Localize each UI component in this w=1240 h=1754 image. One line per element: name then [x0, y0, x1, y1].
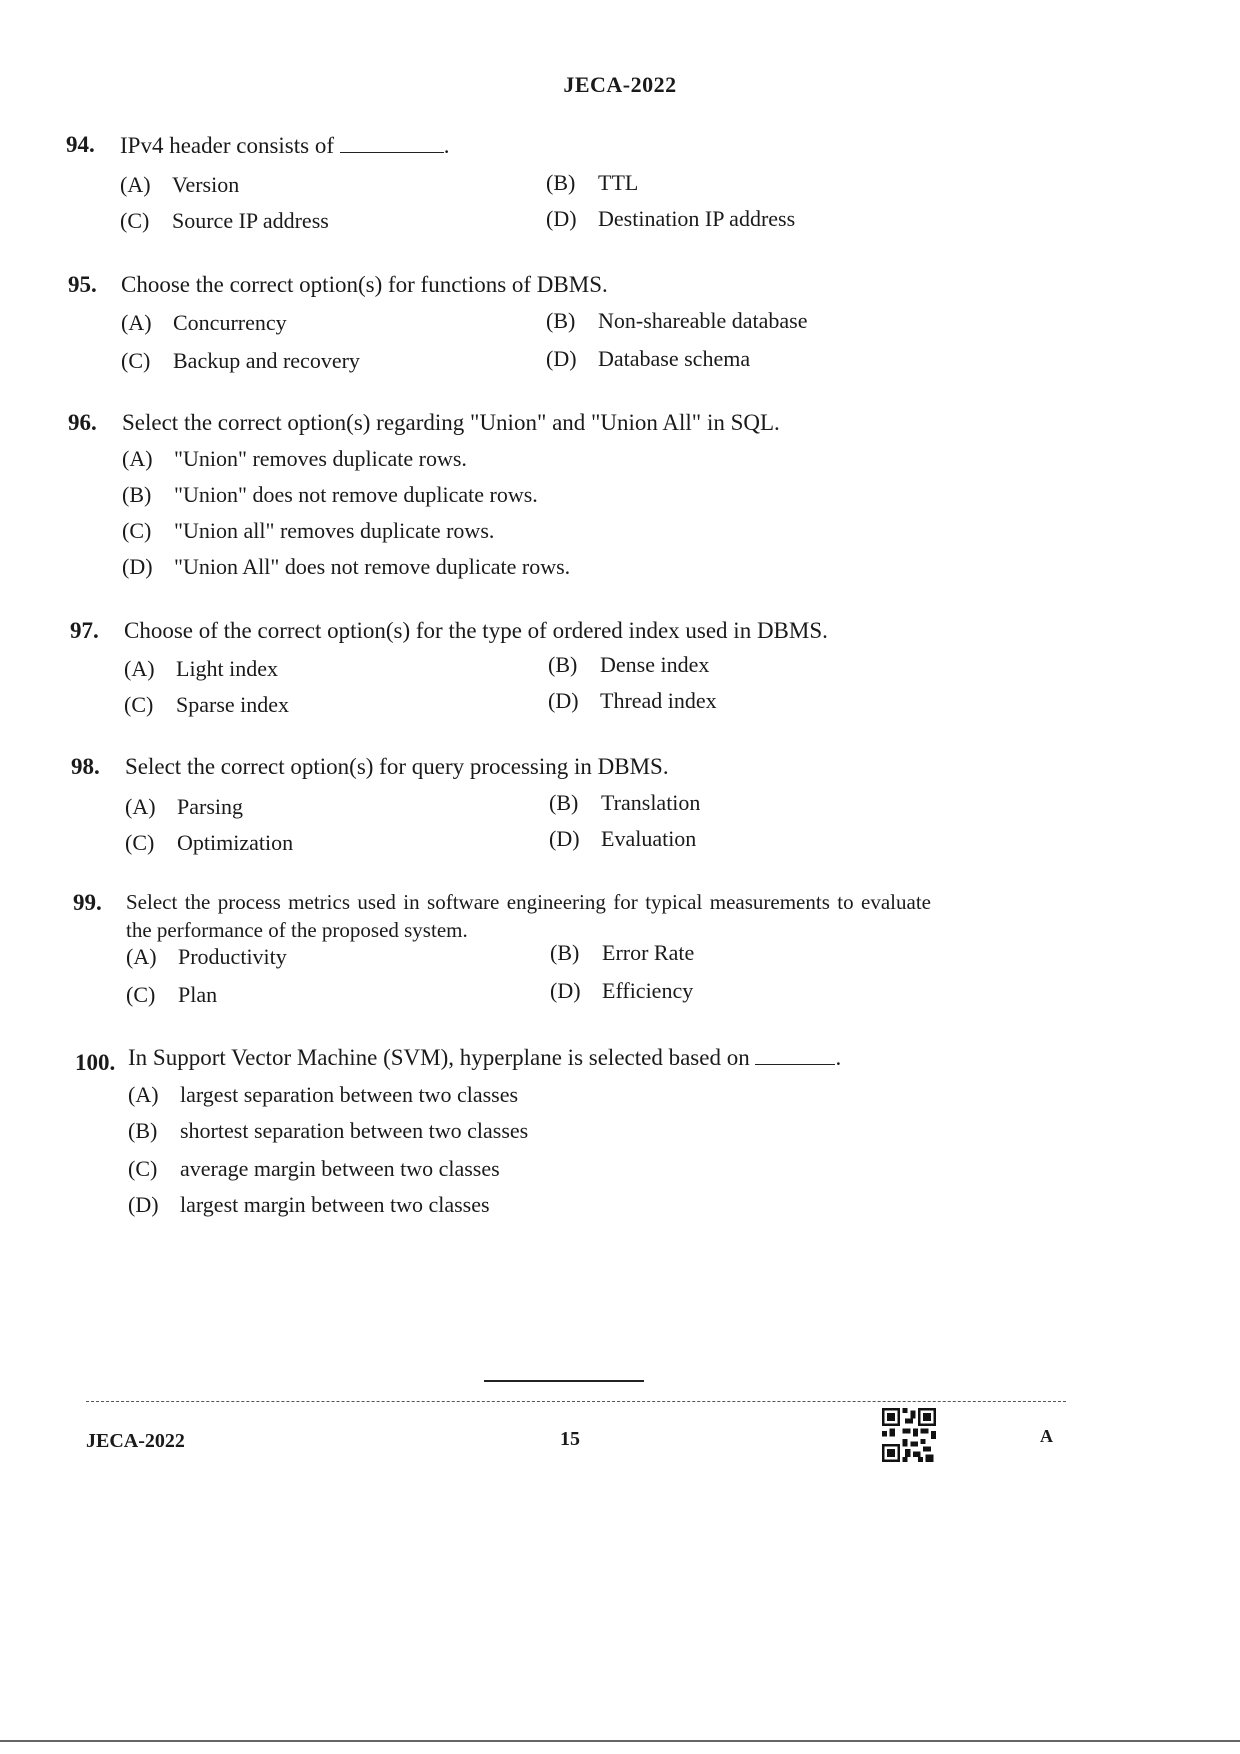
option-b: (B) shortest separation between two classes — [128, 1118, 529, 1143]
option-d: (D) Database schema — [546, 346, 751, 371]
question-number: 94. — [66, 132, 95, 157]
option-b: (B) Translation — [549, 790, 701, 815]
option-c: (C) Backup and recovery — [121, 348, 360, 373]
question-number: 99. — [73, 890, 102, 915]
question-number: 96. — [68, 410, 97, 435]
option-c: (C) average margin between two classes — [128, 1156, 500, 1181]
footer-exam-code: JECA-2022 — [86, 1430, 185, 1452]
qr-code-icon — [882, 1408, 936, 1462]
question-99 — [0, 888, 1240, 1007]
option-a: (A) Light index — [124, 656, 279, 681]
option-a: (A) Version — [120, 172, 240, 197]
question-96 — [0, 410, 1240, 579]
option-a: (A) Productivity — [126, 944, 287, 969]
page-header-title: JECA-2022 — [563, 72, 677, 97]
option-d: (D) largest margin between two classes — [128, 1192, 490, 1217]
question-suffix: . — [443, 133, 450, 158]
option-a: (A) largest separation between two classes — [128, 1082, 519, 1107]
answer-blank — [340, 132, 444, 153]
option-a: (A) Concurrency — [121, 310, 287, 335]
option-d: (D) "Union All" does not remove duplicate rows. — [122, 554, 571, 579]
option-c: (C) Sparse index — [124, 692, 290, 717]
question-text: Select the correct option(s) for query processing in DBMS. — [125, 754, 669, 779]
question-97 — [0, 618, 1240, 717]
option-a: (A) Parsing — [125, 794, 243, 819]
question-100 — [0, 1044, 1240, 1217]
option-c: (C) "Union all" removes duplicate rows. — [122, 518, 495, 543]
question-set-code: A — [1040, 1426, 1053, 1446]
question-text: Select the process metrics used in software engineering for typical measurements to evaluate the performance of the proposed system. — [126, 890, 931, 942]
question-94 — [0, 132, 1240, 233]
option-d: (D) Destination IP address — [546, 206, 796, 231]
page-number: 15 — [560, 1428, 580, 1450]
page-bottom-edge — [0, 1740, 1240, 1742]
option-b: (B) "Union" does not remove duplicate rows. — [122, 482, 538, 507]
question-text: IPv4 header consists of — [120, 133, 334, 158]
option-d: (D) Evaluation — [549, 826, 697, 851]
question-text: Choose of the correct option(s) for the type of ordered index used in DBMS. — [124, 618, 828, 643]
option-d: (D) Thread index — [548, 688, 717, 713]
question-number: 95. — [68, 272, 97, 297]
option-a: (A) "Union" removes duplicate rows. — [122, 446, 467, 471]
answer-blank — [755, 1044, 835, 1065]
question-text: Choose the correct option(s) for functions of DBMS. — [121, 272, 608, 297]
question-number: 97. — [70, 618, 99, 643]
question-95 — [0, 272, 1240, 373]
footer-divider — [86, 1401, 1066, 1402]
question-text: In Support Vector Machine (SVM), hyperplane is selected based on — [128, 1045, 750, 1070]
option-b: (B) Non-shareable database — [546, 308, 808, 333]
option-b: (B) Dense index — [548, 652, 710, 677]
option-d: (D) Efficiency — [550, 978, 694, 1003]
question-number: 98. — [71, 754, 100, 779]
end-of-section-rule — [484, 1380, 644, 1382]
option-c: (C) Plan — [126, 982, 218, 1007]
option-b: (B) Error Rate — [550, 940, 695, 965]
question-suffix: . — [835, 1045, 842, 1070]
question-number: 100. — [75, 1050, 116, 1075]
option-b: (B) TTL — [546, 170, 639, 195]
question-text: Select the correct option(s) regarding "Union" and "Union All" in SQL. — [122, 410, 780, 435]
option-c: (C) Source IP address — [120, 208, 329, 233]
option-c: (C) Optimization — [125, 830, 294, 855]
question-98 — [0, 754, 1240, 855]
